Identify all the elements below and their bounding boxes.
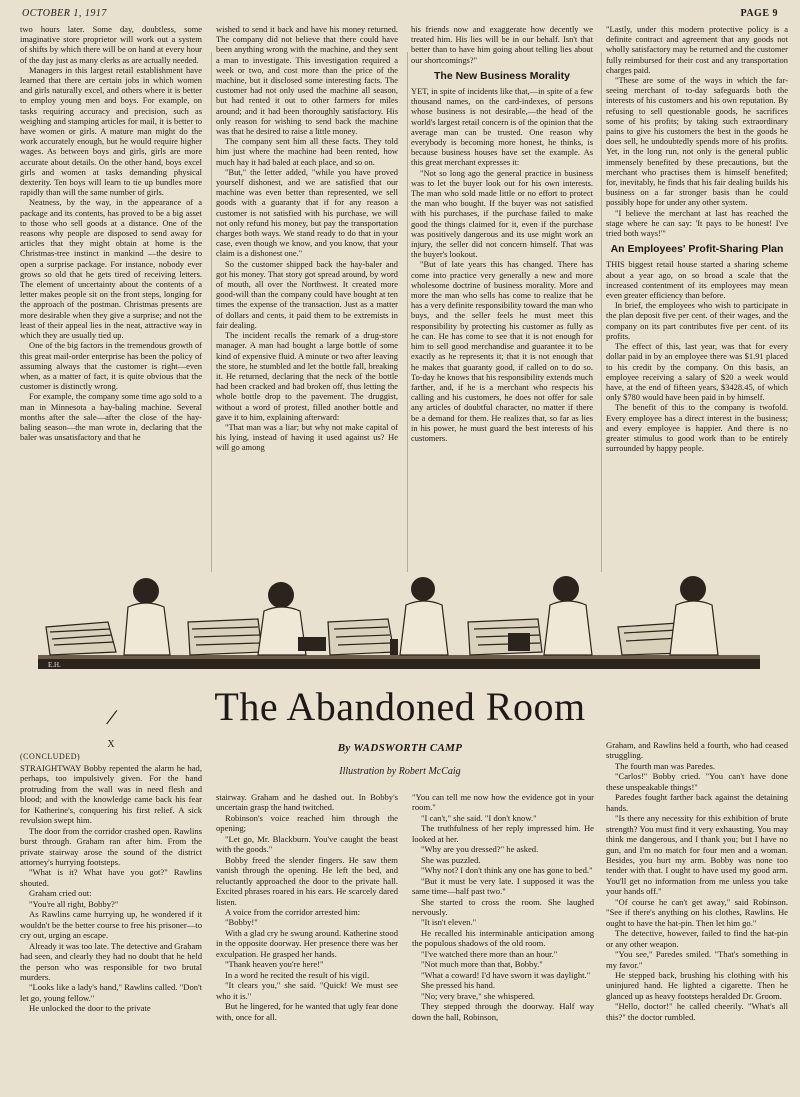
article-column-1 xyxy=(20,24,202,556)
paragraph: "But of late years this has changed. There has come into practice very generally a new and more wholesome doctrine of business morality. More and more the man who sells has come to realize that he has a very definite responsibility toward the man who buys, and the seller feels he must meet this responsibility by protecting his customer as fully as he can. He has come to see that it is not enough for him to sell good merchandise and guarantee it to be exactly as he represents it; that it is not enough that he makes that guaranty good, if called on to do so. To-day he knows that his responsibility extends much farther, and, if he is a merchant who respects his calling and his customers, he does not offer for sale any articles of doubtful character, no matter if there be a demand for them. He realizes that, so far as lies in his power, he must guard the best interests of his customers. xyxy=(411,259,593,443)
running-head xyxy=(22,8,778,22)
paragraph: "I've watched there more than an hour." xyxy=(421,948,558,959)
story-column-1 xyxy=(20,740,202,1092)
issue-date: OCTOBER 1, 1917 xyxy=(22,8,107,19)
paragraph: "That man was a liar; but why not make capital of his lying, instead of having it used against us? He will go among xyxy=(216,421,398,453)
article-column-2 xyxy=(216,24,398,556)
paragraph: "Lastly, under this modern protective policy is a definite contract and agreement that any goods not wholly satisfactory may be returned and the customer fully reimbursed for their cost and any transportation charges paid. xyxy=(606,24,788,75)
paragraph: "What is it? What have you got?" Rawlins shouted. xyxy=(20,867,202,888)
paragraph: For example, the company some time ago sold to a man in Minnesota a hay-baling machine. Several months after the sale—after the close of the hay-baling season—the man wrote in, declaring that the baler was unsatisfactory and that he xyxy=(20,391,202,443)
paragraph: She pressed his hand. xyxy=(421,980,495,991)
article-column-3 xyxy=(411,24,593,556)
paragraph: The door from the corridor crashed open. Rawlins burst through. Graham ran after him. From the private stairway arose the sound of the district attorney's hurrying footsteps. xyxy=(20,825,202,867)
paragraph: Already it was too late. The detective and Graham had seen, and clearly they had no doubt that he held the person who was responsible for two brutal murders. xyxy=(20,940,202,982)
paragraph: One of the big factors in the tremendous growth of this great mail-order enterprise has been the policy of assuming always that the customer is right—even when, as a matter of fact, it is quite obvious that the customer is distinctly wrong. xyxy=(20,340,202,392)
paragraph: Bobby freed the slender fingers. He saw them vanish through the opening. He left the bed, and reluctantly approached the door to the private hall. Excited phrases roared in his ears. He scarcely dared listen. xyxy=(216,854,398,907)
paragraph: Robinson's voice reached him through the opening; xyxy=(216,812,398,834)
paragraph: In brief, the employees who wish to participate in the plan deposit five per cent. of their wages, and the company on its part contributes five per cent. of its profits. xyxy=(606,300,788,341)
paragraph: stairway. Graham and he dashed out. In Bobby's uncertain grasp the hand twitched. xyxy=(216,792,398,813)
paragraph: Graham, and Rawlins held a fourth, who had ceased struggling. xyxy=(606,740,788,761)
paragraph: The benefit of this to the company is twofold. Every employee has a direct interest in the business; and every employee is happier. And there is no greater stimulus to good work than to be entirely surrounded by happy people. xyxy=(606,402,788,454)
paragraph: A voice from the corridor arrested him: xyxy=(225,906,361,917)
illustrator-initials: E.H. xyxy=(48,661,61,669)
paragraph: "Of course he can't get away," said Robinson. "See if there's anything on his clothes, Rawlins. He ought to have the hat-pin. Then let him go." xyxy=(606,896,788,928)
paragraph: "Let go, Mr. Blackburn. You've caught the beast with the goods." xyxy=(216,833,398,855)
paragraph: But he lingered, for he wanted that ugly fear done with, once for all. xyxy=(216,1001,398,1022)
illustration-credit: Illustration by Robert McCaig xyxy=(339,766,461,777)
paragraph: Neatness, by the way, in the appearance of a package and its contents, has proved to be a big asset to those who sell goods at a distance. One of the reasons why people are disposed to send away for articles that they might obtain at home is the Christmas-tree instinct in mankind —the desire to open a surprise package. For instance, nobody ever grows so old that he gets tired of receiving letters. The element of uncertainty about the contents of a letter makes people sit on the front steps, longing for the approach of the postman. Christmas presents are more desirable when they give a surprise; and not the least of their appeal lies in the neat, attractive way in which they are usually tied up. xyxy=(20,197,202,341)
paragraph: "I believe the merchant at last has reached the stage where he can say: 'It pays to be honest! I've tried both ways!'" xyxy=(606,207,788,239)
story-columns xyxy=(20,740,788,1092)
paragraph: Graham cried out: xyxy=(29,888,92,899)
paragraph: "These are some of the ways in which the far-seeing merchant of to-day safeguards both the interests of his customers and his own reputation. By refusing to sell questionable goods, he sacrifices some of his profits; by taking such extraordinary pains to give his customers the best in the goods he does sell, he undoubtedly spends more of his profits. Yet, in the long run, not only is the general public immensely benefited by these precautions, but the merchant who practises them is himself benefited; for, inevitably, he finds that his fair dealing builds his business on a far stronger basis than he could possibly hope for under any other system. xyxy=(606,75,788,208)
paragraph: As Rawlins came hurrying up, he wondered if it wouldn't be the better course to free his prisoner—to cry out, urging an escape. xyxy=(20,909,202,941)
paragraph: "But," the letter added, "while you have proved yourself dishonest, and we are satisfied that our machine was even better than represented, we sell goods with a guaranty that if for any reason a customer is not satisfied with his purchase, we will not only refund his money, but pay the transportation charges both ways. We stand ready to do that in your case, even though we know, and you know, that your claim is a dishonest one." xyxy=(216,166,398,259)
paragraph: "Why not? I don't think any one has gone to bed." xyxy=(421,865,593,876)
story-byline: By WADSWORTH CAMP xyxy=(337,742,463,754)
paragraph: "Not so long ago the general practice in business was to let the buyer look out for his own interests. The man who sold made little or no effort to protect the man who bought. If the buyer was not satisfied with his purchases, if the purchase failed to make good the things claimed for it, even if the purchase was positively dangerous and its use might work an injury, the seller did not concern himself. That was the buyer's lookout. xyxy=(411,167,593,260)
article-column-4 xyxy=(606,24,788,556)
column-divider xyxy=(601,52,602,572)
paragraph: "Not much more than that, Bobby." xyxy=(421,959,543,970)
paragraph: "Thank heaven you're here!" xyxy=(225,959,324,970)
paragraph: The company sent him all these facts. They told him just where the machine had been rented, how much hay it had baled at each place, and so on. xyxy=(216,136,398,167)
paragraph: "Bobby!" xyxy=(225,917,258,928)
paragraph: YET, in spite of incidents like that,—in spite of a few thousand names, on the card-indexes, of persons whose business is not desirable,—the head of the world's largest retail concern is of the opinion that the average man can be trusted. One reason why everybody is becoming more honest, he thinks, is because business houses have set the example. As this great merchant expresses it: xyxy=(411,86,593,168)
paragraph: The effect of this, last year, was that for every dollar paid in by an employee there was $1.91 placed to his credit by the company. On this basis, an employee receiving a salary of $20 a week would have, at the end of fifteen years, $3428.45, of which only $780 would have been paid in by himself. xyxy=(606,341,788,403)
paragraph: "Hello, doctor!" he called cheerily. "What's all this?" the doctor rumbled. xyxy=(606,1001,788,1022)
paragraph: The truthfulness of her reply impressed him. He looked at her. xyxy=(412,823,594,844)
chapter-number: X xyxy=(107,740,115,750)
paragraph: Managers in this largest retail establishment have learned that there are certain jobs in which women and girls naturally excel, and others where it is better to employ young men and boys. For example, on tasks requiring accuracy and precision, such as weighing and stamping articles for mail, it is better to have women or girls. A mature man might do the work accurately enough, but he would require higher wages. As between boys and girls, girls are more accurate about details. On the other hand, boys excel girls and women at tasks demanding physical dexterity. Ten boys will learn to tie up bundles more rapidly than will the same number of girls. xyxy=(20,64,202,198)
paragraph: She was puzzled. xyxy=(421,854,481,865)
page-number: PAGE 9 xyxy=(740,8,778,19)
paragraph: "No; very brave," she whispered. xyxy=(421,990,535,1001)
paragraph: "You're all right, Bobby?" xyxy=(29,898,119,909)
paragraph: wished to send it back and have his money returned. The company did not believe that there could have been anything wrong with the machine, and they sent a man to investigate. This investigation required a week or two, and cost more than the price of the machine, but it disclosed some interesting facts. The customer had not only used the machine all season, but had rented it out to other farmers for miles around; and it had been thoroughly satisfactory. His only reason for wishing to send back the machine was that he desired to raise a little money. xyxy=(216,24,398,137)
paragraph: "What a coward! I'd have sworn it was daylight." xyxy=(421,969,591,980)
column-divider xyxy=(211,52,212,572)
paragraph: "You see," Paredes smiled. "That's something in my favor." xyxy=(606,949,788,970)
story-title: The Abandoned Room xyxy=(214,684,586,729)
paragraph: Paredes fought farther back against the detaining hands. xyxy=(606,792,788,813)
paragraph: They stepped through the doorway. Half way down the hall, Robinson, xyxy=(412,1001,594,1022)
paragraph: THIS biggest retail house started a sharing scheme about a year ago, on so broad a scale that the increased contentment of its employees may mean even greater efficiency than before. xyxy=(606,259,788,301)
paragraph: She started to cross the room. She laughed nervously. xyxy=(412,896,594,917)
section-heading: An Employees' Profit-Sharing Plan xyxy=(610,243,784,256)
paragraph: "It clears you," she said. "Quick! We must see who it is." xyxy=(216,980,398,1001)
article-columns xyxy=(20,24,788,556)
paragraph: his friends now and exaggerate how decently we treated him. His lies will be in our behalf. Isn't that better than to have him going about telling lies about our shortcomings?" xyxy=(411,24,593,65)
paragraph: "I can't," she said. "I don't know." xyxy=(421,812,537,823)
paragraph: He recalled his interminable anticipation among the populous shadows of the old room. xyxy=(412,927,594,949)
paragraph: STRAIGHTWAY Bobby repented the alarm he had, perhaps, too impulsively given. For the hand protruding from the wall was in need flesh and blood; and with the knowledge came back his fear for Katherine's, conquering his first relief. A sick revulsion swept him. xyxy=(20,762,202,826)
paragraph: With a glad cry he swung around. Katherine stood in the opposite doorway. Her presence there was her exculpation. He grasped her hands. xyxy=(216,927,398,959)
title-mark: / xyxy=(104,704,119,732)
paragraph: The detective, however, failed to find the hat-pin or any other weapon. xyxy=(606,928,788,949)
paragraph: He unlocked the door to the private xyxy=(29,1003,151,1014)
paragraph: two hours later. Some day, doubtless, some imaginative store proprietor will work out a system of shifts by which there will be on hand at every hour of the day just as many clerks as are actually needed. xyxy=(20,24,202,65)
paragraph: "Why are you dressed?" he asked. xyxy=(421,844,539,855)
column-divider xyxy=(407,52,408,572)
paragraph: The incident recalls the remark of a drug-store manager. A man had bought a large bottle of some kind of expensive fluid. A minute or two after leaving the store, he stumbled and let the bottle fall, breaking it. He returned, declaring that the neck of the bottle had been cracked and had broken off, thus letting the whole bottle drop to the pavement. The druggist, without a word of protest, filled another bottle and gave it to him, explaining afterward: xyxy=(216,330,398,422)
paragraph: "Looks like a lady's hand," Rawlins called. "Don't let go, young fellow." xyxy=(20,982,202,1003)
paragraph: The fourth man was Paredes. xyxy=(615,760,715,771)
illustration-drawing xyxy=(38,567,760,672)
section-heading: The New Business Morality xyxy=(434,69,570,82)
paragraph: "You can tell me now how the evidence got in your room." xyxy=(412,792,594,813)
paragraph: So the customer shipped back the hay-baler and got his money. That story got spread around, by word of mouth, all over the Northwest. It created more good-will than the company could have bought at ten times the expense of the transaction. Just as a matter of dollars and cents, it paid them to be extremists in fair dealing. xyxy=(216,258,398,330)
story-column-4 xyxy=(606,740,788,1092)
concluded-note: (CONCLUDED) xyxy=(20,752,81,762)
paragraph: "Carlos!" Bobby cried. "You can't have done these unspeakable things!" xyxy=(606,771,788,792)
paragraph: "But it must be very late. I supposed it was the same time—half past two." xyxy=(412,875,594,897)
story-column-3 xyxy=(412,792,594,1092)
story-column-2 xyxy=(216,792,398,1092)
paragraph: "It isn't eleven." xyxy=(421,917,477,928)
paragraph: In a word he recited the result of his vigil. xyxy=(225,969,370,980)
paragraph: "Is there any necessity for this exhibition of brute strength? You must find it very exhausting. You may think me dangerous, and I thank you; but I have no gun, and I'm no match for four men and a woman. Besides, you hurt my arm. Bobby was none too tender with that. I ought to have used my good arm. You'll get no information from me unless you take your hands off." xyxy=(606,813,788,897)
office-workers-illustration xyxy=(38,567,760,672)
paragraph: He stepped back, brushing his clothing with his uninjured hand. He lighted a cigarette. Then he glanced up as heavy footsteps heralded Dr. Groom. xyxy=(606,969,788,1001)
